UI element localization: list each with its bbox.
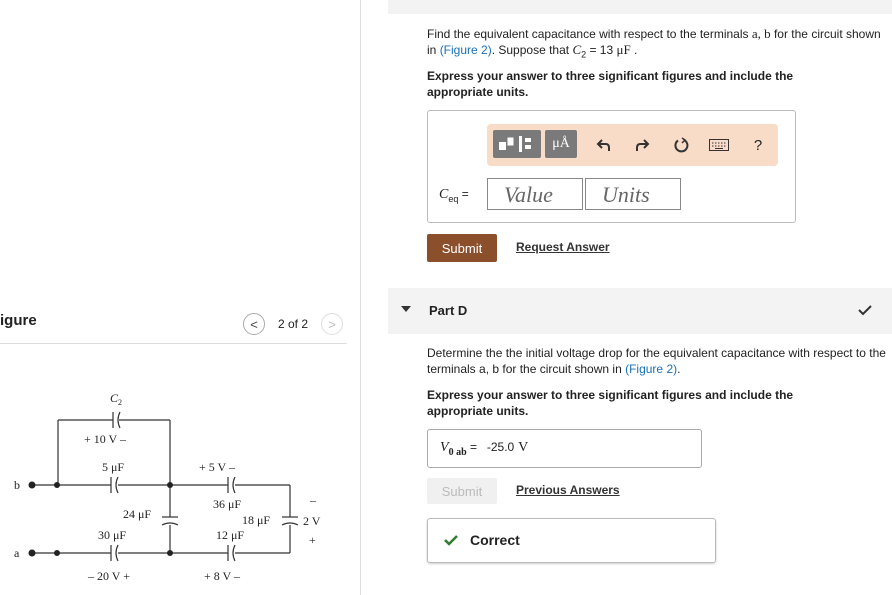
next-figure-button[interactable] <box>321 313 343 335</box>
units-button[interactable]: μÅ <box>545 130 577 158</box>
c24-label: 24 μF <box>123 507 152 521</box>
c2-unit: μF <box>616 42 631 57</box>
terminal-a-label: a <box>14 546 20 560</box>
c30-label: 30 μF <box>98 528 127 542</box>
v8-label: + 8 V – <box>204 569 240 583</box>
correct-check-icon <box>444 534 458 546</box>
c2-label-sub: 2 <box>118 398 122 407</box>
c2-symbol: C <box>572 42 582 57</box>
question-text-post: . Suppose that <box>491 43 573 57</box>
prev-figure-button[interactable] <box>243 313 265 335</box>
v2-plus: + <box>309 533 316 547</box>
c12-label: 12 μF <box>216 528 245 542</box>
units-input[interactable]: Units <box>585 178 681 210</box>
question-text <box>427 26 887 62</box>
v-unit: V <box>518 440 529 455</box>
redo-icon <box>634 137 650 153</box>
v10-label: + 10 V – <box>84 432 126 446</box>
ceq-sub: eq <box>448 193 459 204</box>
figure-title: igure <box>0 312 37 329</box>
figure-pager: 2 of 2 <box>278 317 309 331</box>
question-text-pre: Find the equivalent capacitance with respect to the terminals <box>427 27 752 41</box>
v-sub: 0 ab <box>448 446 467 458</box>
undo-button[interactable] <box>591 132 617 158</box>
templates-button[interactable] <box>493 130 541 158</box>
c2-label: C <box>110 391 119 405</box>
top-band <box>388 0 892 14</box>
terminal-b-label: b <box>14 478 20 492</box>
undo-icon <box>596 137 612 153</box>
part-d-text <box>427 345 891 377</box>
part-d-figure-link[interactable]: (Figure 2) <box>625 362 678 376</box>
c18-label: 18 μF <box>242 513 271 527</box>
part-d-text-end: . <box>677 362 681 376</box>
correct-label: Correct <box>470 532 520 548</box>
terminals-label: a, b <box>751 26 771 41</box>
reset-icon <box>673 137 689 153</box>
previous-answers-link[interactable]: Previous Answers <box>516 483 620 497</box>
part-d-instruction: Express your answer to three significant figures and include the appropriate units. <box>427 388 794 418</box>
v5-label: + 5 V – <box>199 460 235 474</box>
redo-button[interactable] <box>629 132 655 158</box>
v-symbol: V <box>440 440 449 455</box>
c2-end: . <box>630 43 638 57</box>
ceq-symbol: C <box>439 187 449 202</box>
part-d-text-body: Determine the the initial voltage drop for the equivalent capacitance with respect to the terminals a, b for the circuit shown in <box>427 346 886 376</box>
part-d-title: Part D <box>429 303 468 318</box>
keyboard-icon <box>709 139 729 151</box>
c5-label: 5 μF <box>102 460 125 474</box>
value-input[interactable]: Value <box>487 178 583 210</box>
pane-divider <box>360 0 361 595</box>
vab-answer <box>440 438 528 458</box>
c2-sub: 2 <box>581 49 587 60</box>
c2-equals: = 13 <box>586 43 617 57</box>
request-answer-link[interactable]: Request Answer <box>516 240 610 254</box>
submit-button-disabled: Submit <box>427 478 497 504</box>
instruction-text: Express your answer to three significant figures and include the appropriate units. <box>427 69 794 99</box>
submit-button[interactable]: Submit <box>427 234 497 262</box>
help-button[interactable]: ? <box>753 136 763 154</box>
templates-icon <box>495 133 539 155</box>
ceq-equals: = <box>458 187 469 201</box>
reset-button[interactable] <box>668 132 694 158</box>
question-text-mid: for the circuit shown in <box>427 27 881 57</box>
part-d-check-icon <box>858 303 872 319</box>
v-value: -25.0 <box>486 440 515 454</box>
math-toolbar <box>487 124 778 166</box>
ceq-label <box>439 185 469 204</box>
v2-label: 2 V <box>303 514 321 528</box>
v-equals: = <box>466 440 477 454</box>
v2-minus: – <box>310 493 316 507</box>
correct-feedback <box>427 518 716 563</box>
circuit-diagram <box>0 380 350 595</box>
c36-label: 36 μF <box>213 497 242 511</box>
collapse-arrow-icon[interactable] <box>401 306 411 312</box>
v20-label: – 20 V + <box>88 569 130 583</box>
figure-link[interactable]: (Figure 2) <box>439 43 492 57</box>
keyboard-button[interactable] <box>706 132 732 158</box>
chevron-right-icon: > <box>328 316 336 332</box>
figure-rule <box>0 343 347 344</box>
chevron-left-icon: < <box>250 316 258 332</box>
